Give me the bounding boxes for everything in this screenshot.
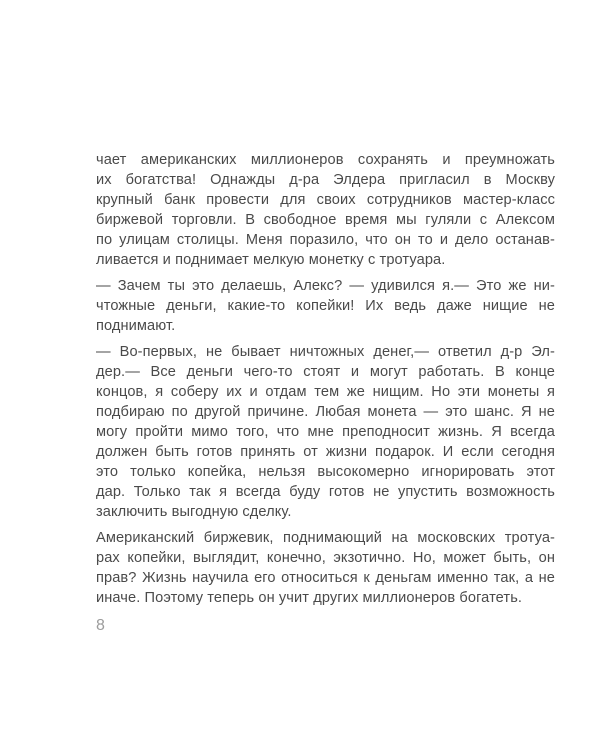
text-line: иначе. Поэтому теперь он учит других миллионеров богатеть. xyxy=(96,590,523,606)
text-line: чает американских миллионеров сохранять и преумножать xyxy=(96,152,555,168)
text-line: концов, я соберу их и отдам тем же нищим. Но эти монеты я xyxy=(96,384,555,400)
text-line: должен быть готов принять от жизни подарок. И если сегодня xyxy=(96,444,555,460)
paragraph-4 xyxy=(96,528,555,608)
text-line: — Во-первых, не бывает ничтожных денег,— ответил д-р Эл- xyxy=(96,344,555,360)
text-line: подбираю по другой причине. Любая монета — это шанс. Я не xyxy=(96,404,555,420)
text-line: могу пройти мимо того, что мне преподносит жизнь. Я всегда xyxy=(96,424,555,440)
text-line: дар. Только так я всегда буду готов не упустить возможность xyxy=(96,484,555,500)
text-line: Американский биржевик, поднимающий на московских тротуа- xyxy=(96,530,555,546)
text-line: крупный банк провести для своих сотрудников мастер-класс xyxy=(96,192,555,208)
text-line: прав? Жизнь научила его относиться к деньгам именно так, а не xyxy=(96,570,555,586)
paragraph-3 xyxy=(96,342,555,522)
page-number: 8 xyxy=(96,617,105,634)
text-line: ливается и поднимает мелкую монетку с тротуара. xyxy=(96,252,446,268)
text-line: по улицам столицы. Меня поразило, что он то и дело останав- xyxy=(96,232,555,248)
text-line: заключить выгодную сделку. xyxy=(96,504,292,520)
text-line: рах копейки, выглядит, конечно, экзотично. Но, может быть, он xyxy=(96,550,555,566)
text-line: их богатства! Однажды д-ра Элдера пригласил в Москву xyxy=(96,172,555,188)
paragraph-1 xyxy=(96,150,555,270)
text-line: это только копейка, нельзя высокомерно игнорировать этот xyxy=(96,464,555,480)
text-line: — Зачем ты это делаешь, Алекс? — удивился я.— Это же ни- xyxy=(96,278,555,294)
text-line: дер.— Все деньги чего-то стоят и могут работать. В конце xyxy=(96,364,555,380)
paragraph-2 xyxy=(96,276,555,336)
text-line: чтожные деньги, какие-то копейки! Их ведь даже нищие не xyxy=(96,298,555,314)
text-line: поднимают. xyxy=(96,318,176,334)
text-line: биржевой торговли. В свободное время мы гуляли с Алексом xyxy=(96,212,555,228)
body-text xyxy=(96,150,555,608)
